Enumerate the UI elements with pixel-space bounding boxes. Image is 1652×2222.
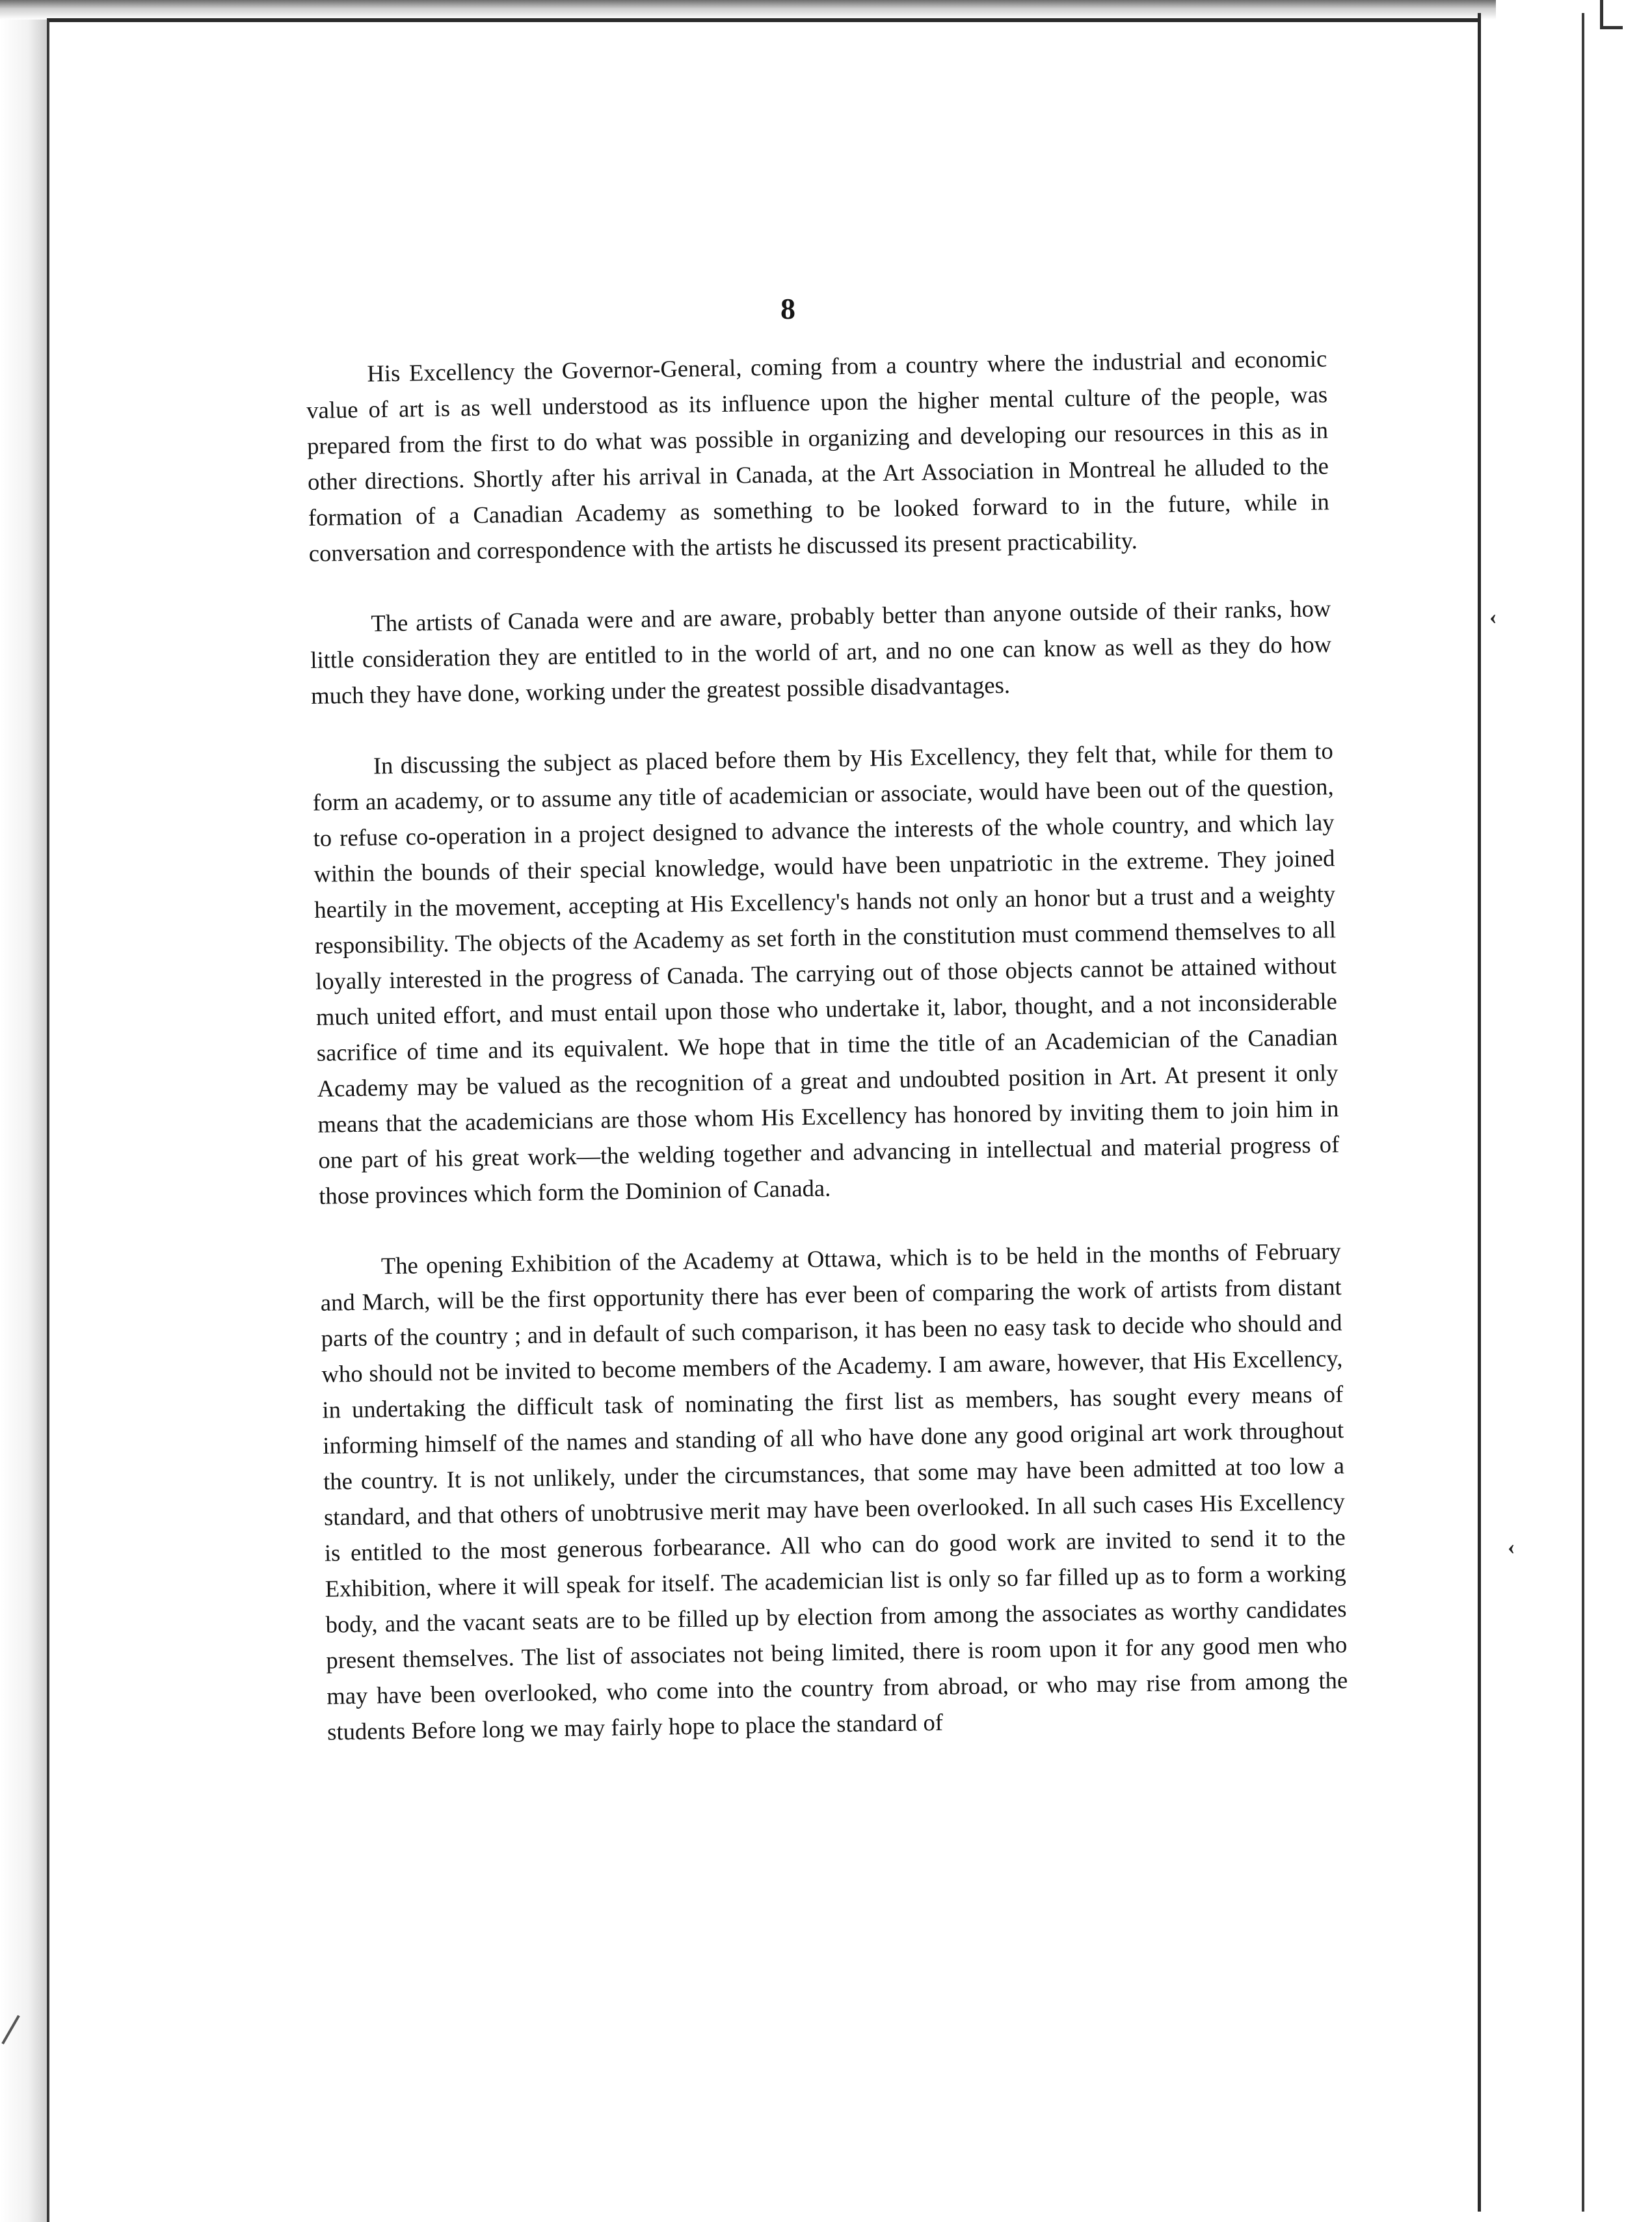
adjacent-page-edge: [1582, 13, 1584, 2212]
paragraph: In discussing the subject as placed before them by His Excellency, they felt that, while for them to form an academy, or to assume any title of academician or associate, would have been out of the question, to refuse co-operation in a project designed to advance the interests of the whole country, and which lay within the bounds of their special knowledge, would have been unpatriotic in the extreme. They joined heartily in the movement, accepting at His Excellency's hands not only an honor but a trust and a weighty responsibility. The objects of the Academy as set forth in the constitution must commend themselves to all loyally interested in the progress of Canada. The carrying out of those objects cannot be attained without much united effort, and must entail upon those who undertake it, labor, thought, and a not inconsiderable sacrifice of time and its equivalent. We hope that in time the title of an Academician of the Canadian Academy may be valued as the recognition of a great and undoubted position in Art. At present it only means that the academicians are those whom His Excellency has honored by inviting them to join him in one part of his great work—the welding together and advancing in intellectual and material progress of those provinces which form the Dominion of Canada.: [312, 737, 1340, 1209]
page-number: 8: [780, 292, 795, 325]
scan-top-edge: [0, 0, 1496, 20]
page-spine-edge: [1478, 13, 1481, 2212]
binding-mark: ‹: [1489, 605, 1497, 629]
scan-left-margin: [0, 0, 47, 2222]
corner-mark: [1600, 0, 1623, 29]
paragraph: His Excellency the Governor-General, coming from a country where the industrial and economic value of art is as well understood as its influence upon the higher mental culture of the people, was prepared from the first to do what was possible in organizing and developing our resources in this as in other directions. Shortly after his arrival in Canada, at the Art Association in Montreal he alluded to the formation of a Canadian Academy as something to be looked forward to in the future, while in conversation and correspondence with the artists he discussed its present practicability.: [306, 345, 1330, 567]
body-text: [306, 340, 1349, 1784]
binding-mark: ‹: [1508, 1535, 1515, 1559]
paragraph: The artists of Canada were and are aware, probably better than anyone outside of their ranks, how little consideration they are entitled to in the world of art, and no one can know as well as they do how much they have done, working under the greatest possible disadvantages.: [310, 595, 1332, 709]
paragraph: The opening Exhibition of the Academy at Ottawa, which is to be held in the months of February and March, will be the first opportunity there has ever been of comparing the work of artists from distant parts of the country ; and in default of such comparison, it has been no easy task to decide who should and who should not be invited to become members of the Academy. I am aware, however, that His Excellency, in undertaking the difficult task of nominating the first list as members, has sought every means of informing himself of the names and standing of all who have done any good original art work throughout the country. It is not unlikely, under the circumstances, that some may have been admitted at too low a standard, and that others of unobtrusive merit may have been overlooked. In all such cases His Excellency is entitled to the most generous forbearance. All who can do good work are invited to send it to the Exhibition, where it will speak for itself. The academician list is only so far filled up as to form a working body, and the vacant seats are to be filled up by election from among the associates as worthy candidates present themselves. The list of associates not being limited, there is room upon it for any good men who may have been overlooked, who come into the country from abroad, or who may rise from among the students Before long we may fairly hope to place the standard of: [320, 1237, 1348, 1745]
